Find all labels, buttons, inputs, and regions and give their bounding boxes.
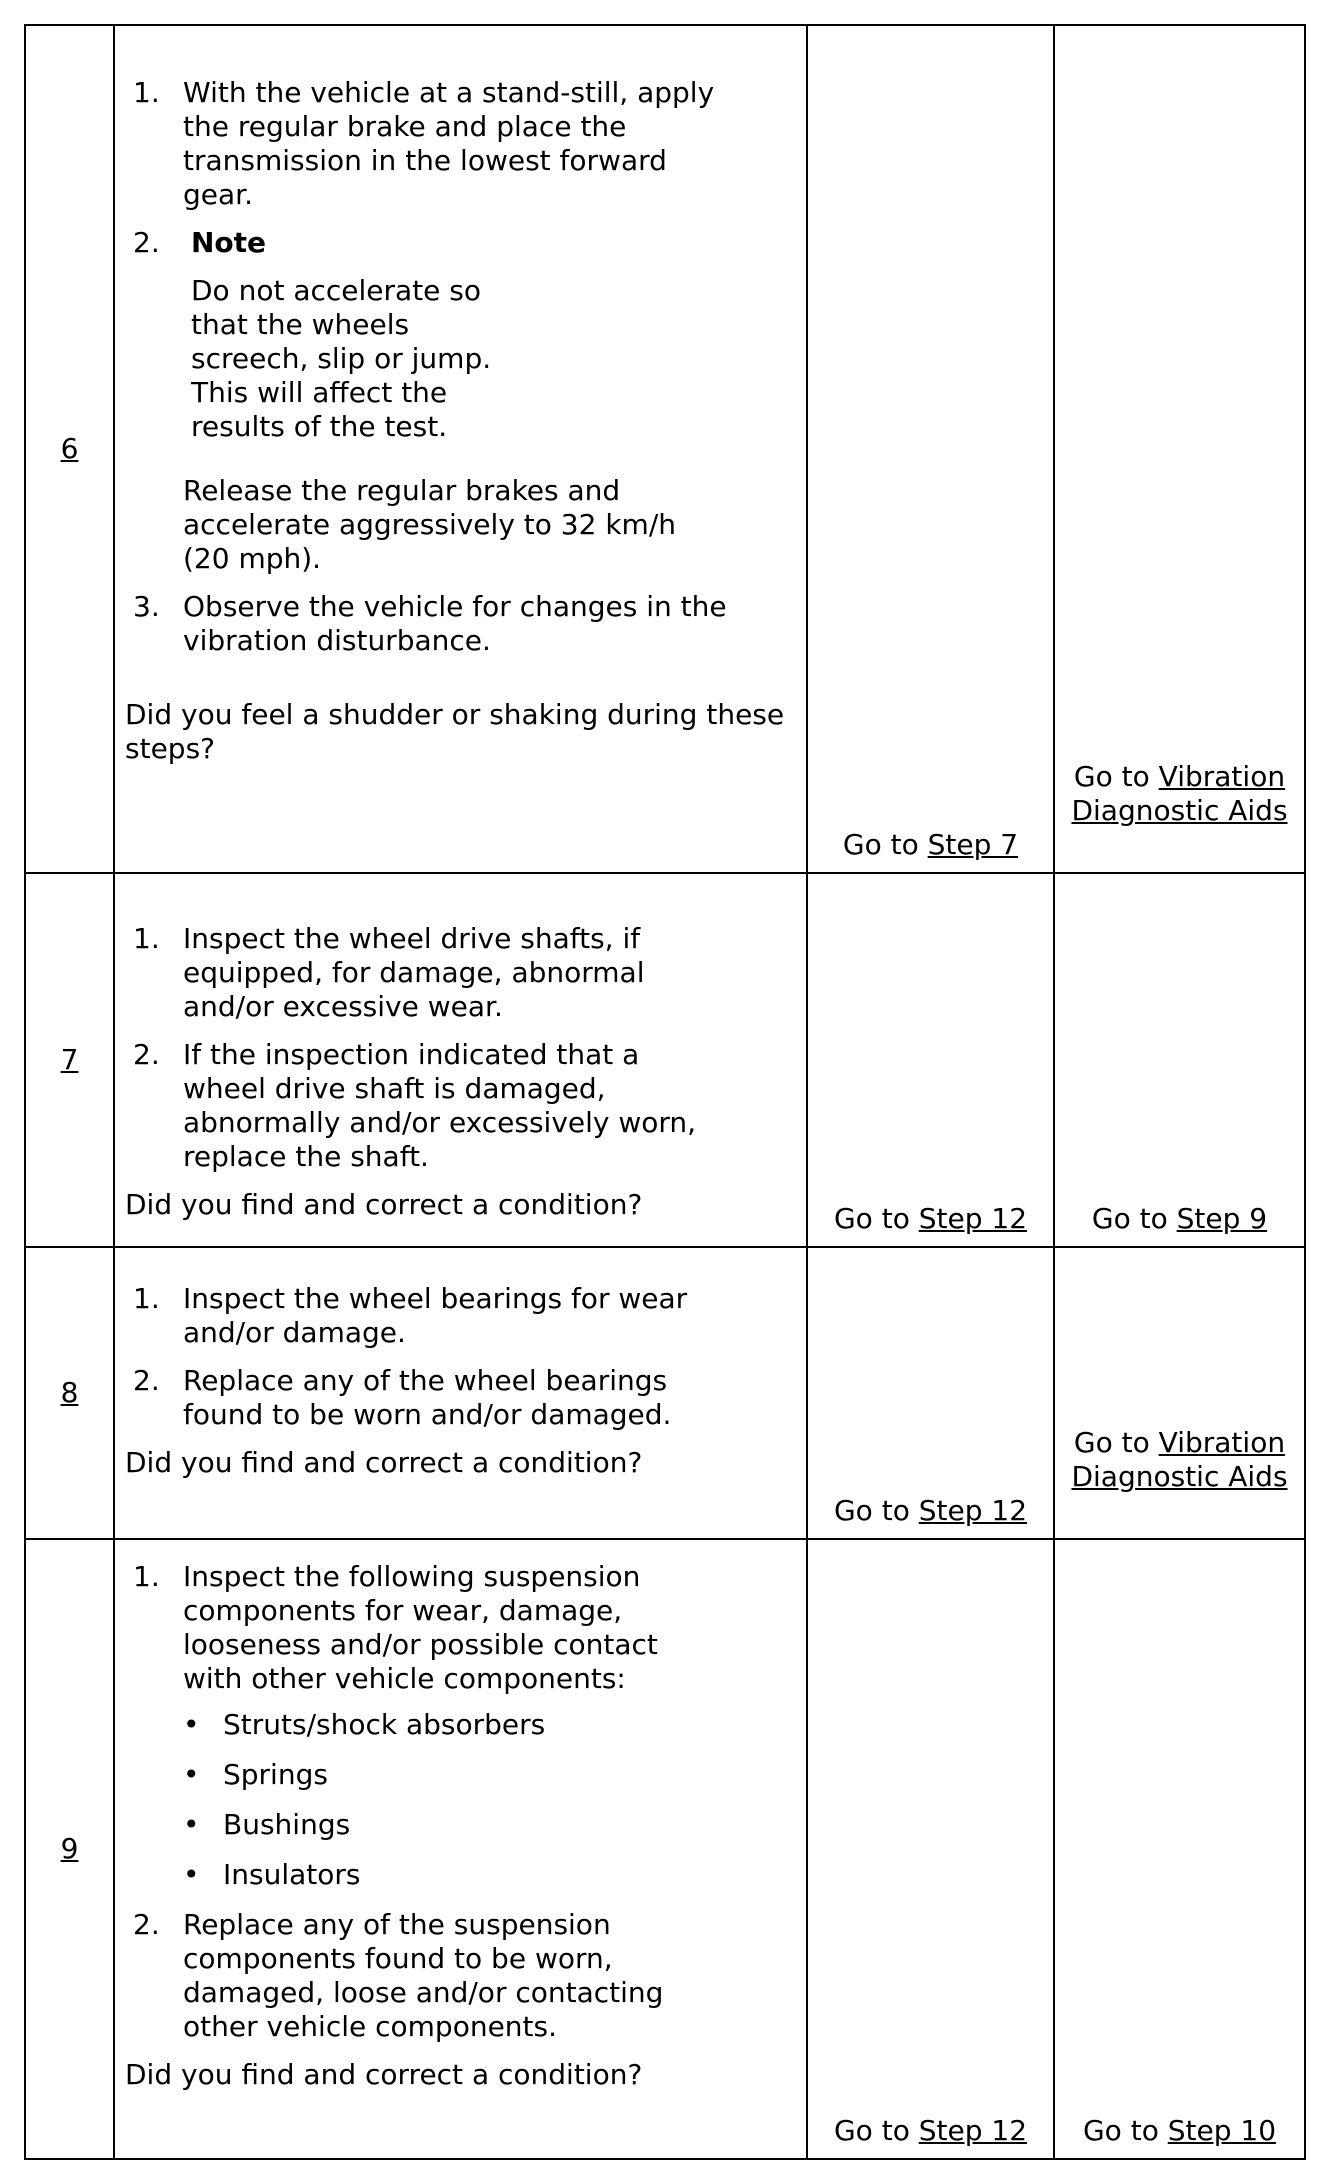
item-text: If the inspection indicated that a wheel drive shaft is damaged, abnormally and/or excessively worn, replace the shaft.: [183, 1038, 697, 1173]
bullet-item: • Springs: [183, 1758, 796, 1792]
goto-prefix: Go to: [1082, 2114, 1159, 2147]
step-number-cell: [25, 25, 114, 873]
item-number: 2.: [133, 1038, 160, 1071]
item-number: 2.: [133, 1908, 160, 1941]
no-action-cell: [1054, 1247, 1305, 1539]
question-text: Did you feel a shudder or shaking during these steps?: [125, 698, 785, 765]
item-text: Replace any of the suspension components found to be worn, damaged, loose and/or contacting other vehicle components.: [183, 1908, 664, 2043]
step-number-cell: [25, 1247, 114, 1539]
item-text: Inspect the wheel drive shafts, if equipped, for damage, abnormal and/or excessive wear.: [183, 922, 645, 1023]
item-text: Release the regular brakes and accelerate aggressively to 32 km/h (20 mph).: [183, 474, 676, 575]
item-text: Inspect the wheel bearings for wear and/or damage.: [183, 1282, 688, 1349]
goto-step-link[interactable]: Step 7: [927, 828, 1019, 861]
item-number: 3.: [133, 590, 160, 623]
goto-step-link[interactable]: Step 9: [1176, 1202, 1268, 1235]
goto-prefix: Go to: [833, 2114, 910, 2147]
goto-prefix: Go to: [842, 828, 919, 861]
no-action-cell: [1054, 1539, 1305, 2159]
goto-prefix: Go to: [833, 1494, 910, 1527]
step-number-cell: [25, 873, 114, 1247]
bullet-item: • Insulators: [183, 1858, 796, 1892]
action-item: [125, 76, 743, 212]
item-number: 2.: [133, 1364, 160, 1397]
goto-prefix: Go to: [1091, 1202, 1168, 1235]
item-number: 1.: [133, 1282, 160, 1315]
yes-action-cell: [807, 873, 1054, 1247]
bullet-item: • Bushings: [183, 1808, 796, 1842]
component-bullet-list: [183, 1708, 796, 1892]
no-action-cell: [1054, 25, 1305, 873]
item-text: Observe the vehicle for changes in the vibration disturbance.: [183, 590, 727, 657]
item-text: Replace any of the wheel bearings found to be worn and/or damaged.: [183, 1364, 672, 1431]
goto-step-link[interactable]: Step 12: [918, 1494, 1028, 1527]
action-list: [125, 1560, 796, 2044]
goto-link[interactable]: Vibration Diagnostic Aids: [1071, 1426, 1288, 1493]
goto-step-link[interactable]: Step 12: [918, 2114, 1028, 2147]
bullet-item: • Struts/shock absorbers: [183, 1708, 796, 1742]
item-number: 2.: [133, 226, 160, 259]
yes-action-cell: [807, 25, 1054, 873]
step-row-6: [25, 25, 1305, 873]
goto-prefix: Go to: [833, 1202, 910, 1235]
item-text: Inspect the following suspension components for wear, damage, looseness and/or possible contact with other vehicle components:: [183, 1560, 658, 1695]
no-action-cell: [1054, 873, 1305, 1247]
diagnostic-steps-table: [24, 24, 1306, 2160]
question-text: Did you find and correct a condition?: [125, 2058, 643, 2091]
action-cell: [114, 1539, 807, 2159]
item-text: With the vehicle at a stand-still, apply the regular brake and place the transmission in the lowest forward gear.: [183, 76, 715, 211]
action-list: [125, 1282, 796, 1432]
step-row-8: [25, 1247, 1305, 1539]
note-body: Do not accelerate so that the wheels screech, slip or jump. This will affect the results of the test.: [191, 274, 492, 443]
goto-step-link[interactable]: Step 12: [918, 1202, 1028, 1235]
step-row-7: [25, 873, 1305, 1247]
note-title: Note: [191, 226, 267, 259]
goto-step-link[interactable]: Step 10: [1167, 2114, 1277, 2147]
yes-action-cell: [807, 1539, 1054, 2159]
step-number-link[interactable]: 9: [60, 1832, 79, 1865]
action-item: [125, 1364, 723, 1432]
item-number: 1.: [133, 76, 160, 109]
step-number-cell: [25, 1539, 114, 2159]
item-number: 1.: [133, 922, 160, 955]
action-cell: [114, 1247, 807, 1539]
goto-prefix: Go to: [1073, 1426, 1150, 1459]
action-item: [125, 922, 683, 1024]
question-text: Did you find and correct a condition?: [125, 1188, 643, 1221]
item-number: 1.: [133, 1560, 160, 1593]
action-item: [125, 590, 743, 658]
step-number-link[interactable]: 7: [60, 1043, 79, 1076]
action-list: [125, 922, 796, 1174]
action-item: [125, 1908, 703, 2044]
goto-link[interactable]: Vibration Diagnostic Aids: [1071, 760, 1288, 827]
step-row-9: [25, 1539, 1305, 2159]
yes-action-cell: [807, 1247, 1054, 1539]
step-number-link[interactable]: 6: [60, 432, 79, 465]
step-number-link[interactable]: 8: [60, 1376, 79, 1409]
action-cell: [114, 25, 807, 873]
action-item: [125, 1560, 796, 1892]
action-item: [125, 226, 796, 576]
action-item: [125, 1038, 723, 1174]
action-item: [125, 1282, 743, 1350]
question-text: Did you find and correct a condition?: [125, 1446, 643, 1479]
action-cell: [114, 873, 807, 1247]
goto-prefix: Go to: [1073, 760, 1150, 793]
action-list: [125, 76, 796, 658]
